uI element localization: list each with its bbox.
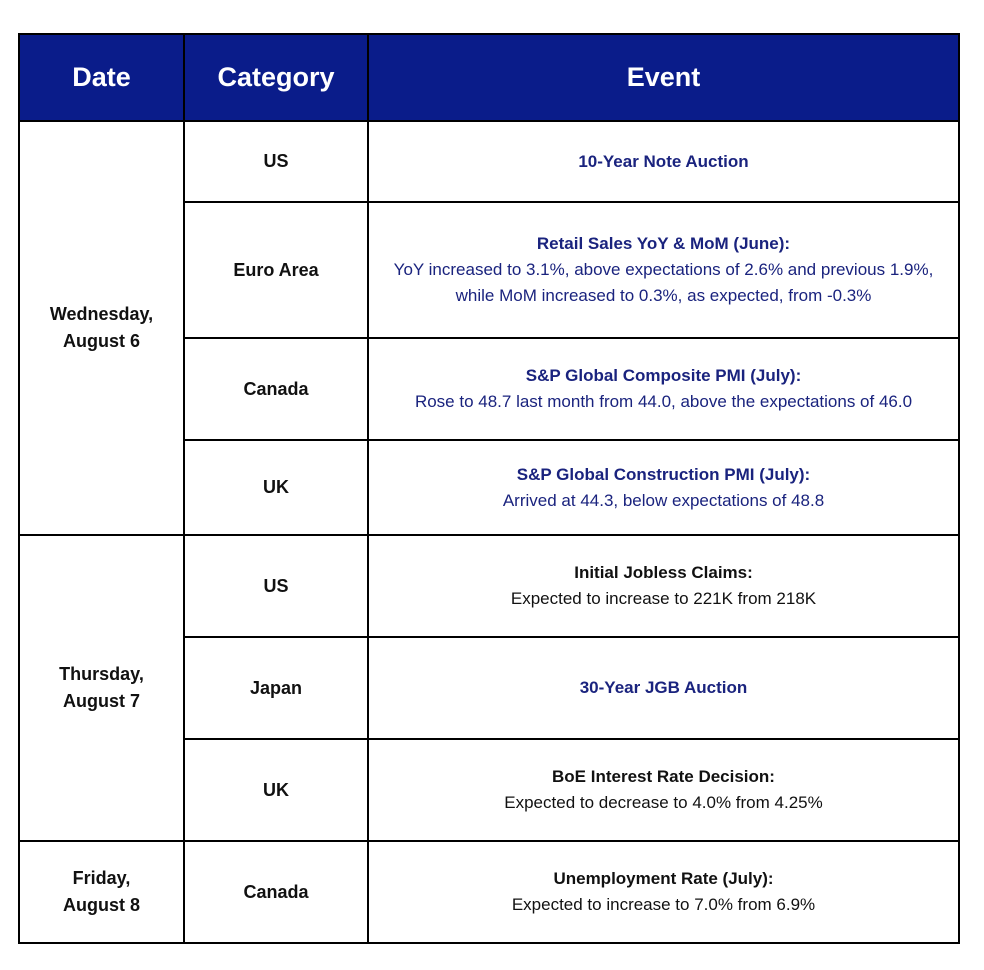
- event-description: Expected to increase to 221K from 218K: [510, 589, 817, 608]
- date-day: Friday,: [72, 868, 131, 888]
- date-day-month: August 8: [62, 895, 140, 915]
- event-title: S&P Global Construction PMI (July):: [516, 464, 811, 484]
- event-cell: [368, 535, 959, 637]
- date-cell-wednesday: [19, 121, 184, 535]
- event-description: Expected to decrease to 4.0% from 4.25%: [504, 793, 823, 812]
- event-title: Unemployment Rate (July):: [553, 869, 774, 888]
- event-cell: [368, 841, 959, 943]
- date-day-month: August 7: [62, 691, 140, 711]
- event-description: Rose to 48.7 last month from 44.0, above the expectations of 46.0: [414, 392, 913, 411]
- date-cell-friday: [19, 841, 184, 943]
- event-title: BoE Interest Rate Decision:: [552, 767, 775, 786]
- date-day-month: August 6: [62, 331, 140, 351]
- event-cell: [368, 121, 959, 202]
- header-category: Category: [184, 34, 368, 121]
- category-cell: Euro Area: [184, 202, 368, 338]
- header-date: Date: [19, 34, 184, 121]
- event-title: S&P Global Composite PMI (July):: [525, 366, 802, 385]
- header-row: [19, 34, 959, 121]
- event-cell: [368, 637, 959, 739]
- event-description: Expected to increase to 7.0% from 6.9%: [511, 895, 816, 914]
- category-cell: Canada: [184, 338, 368, 440]
- category-cell: Canada: [184, 841, 368, 943]
- table-row: [19, 121, 959, 202]
- event-cell: [368, 338, 959, 440]
- event-cell: [368, 202, 959, 338]
- date-day: Thursday,: [59, 664, 144, 684]
- category-cell: Japan: [184, 637, 368, 739]
- date-day: Wednesday,: [49, 304, 154, 324]
- category-cell: UK: [184, 739, 368, 841]
- event-title: Initial Jobless Claims:: [574, 563, 753, 582]
- event-cell: [368, 440, 959, 535]
- category-cell: US: [184, 535, 368, 637]
- event-title: 30-Year JGB Auction: [579, 678, 748, 697]
- event-cell: [368, 739, 959, 841]
- event-description: YoY increased to 3.1%, above expectations of 2.6% and previous 1.9%, while MoM increased to 0.3%, as expected, from -0.3%: [393, 260, 934, 305]
- event-title: 10-Year Note Auction: [578, 151, 749, 171]
- event-description: Arrived at 44.3, below expectations of 48.8: [502, 490, 825, 510]
- category-cell: US: [184, 121, 368, 202]
- date-cell-thursday: [19, 535, 184, 841]
- header-event: Event: [368, 34, 959, 121]
- category-cell: UK: [184, 440, 368, 535]
- table-row: [19, 535, 959, 637]
- event-title: Retail Sales YoY & MoM (June):: [536, 234, 791, 253]
- economic-calendar-table: [18, 33, 960, 944]
- table-row: [19, 841, 959, 943]
